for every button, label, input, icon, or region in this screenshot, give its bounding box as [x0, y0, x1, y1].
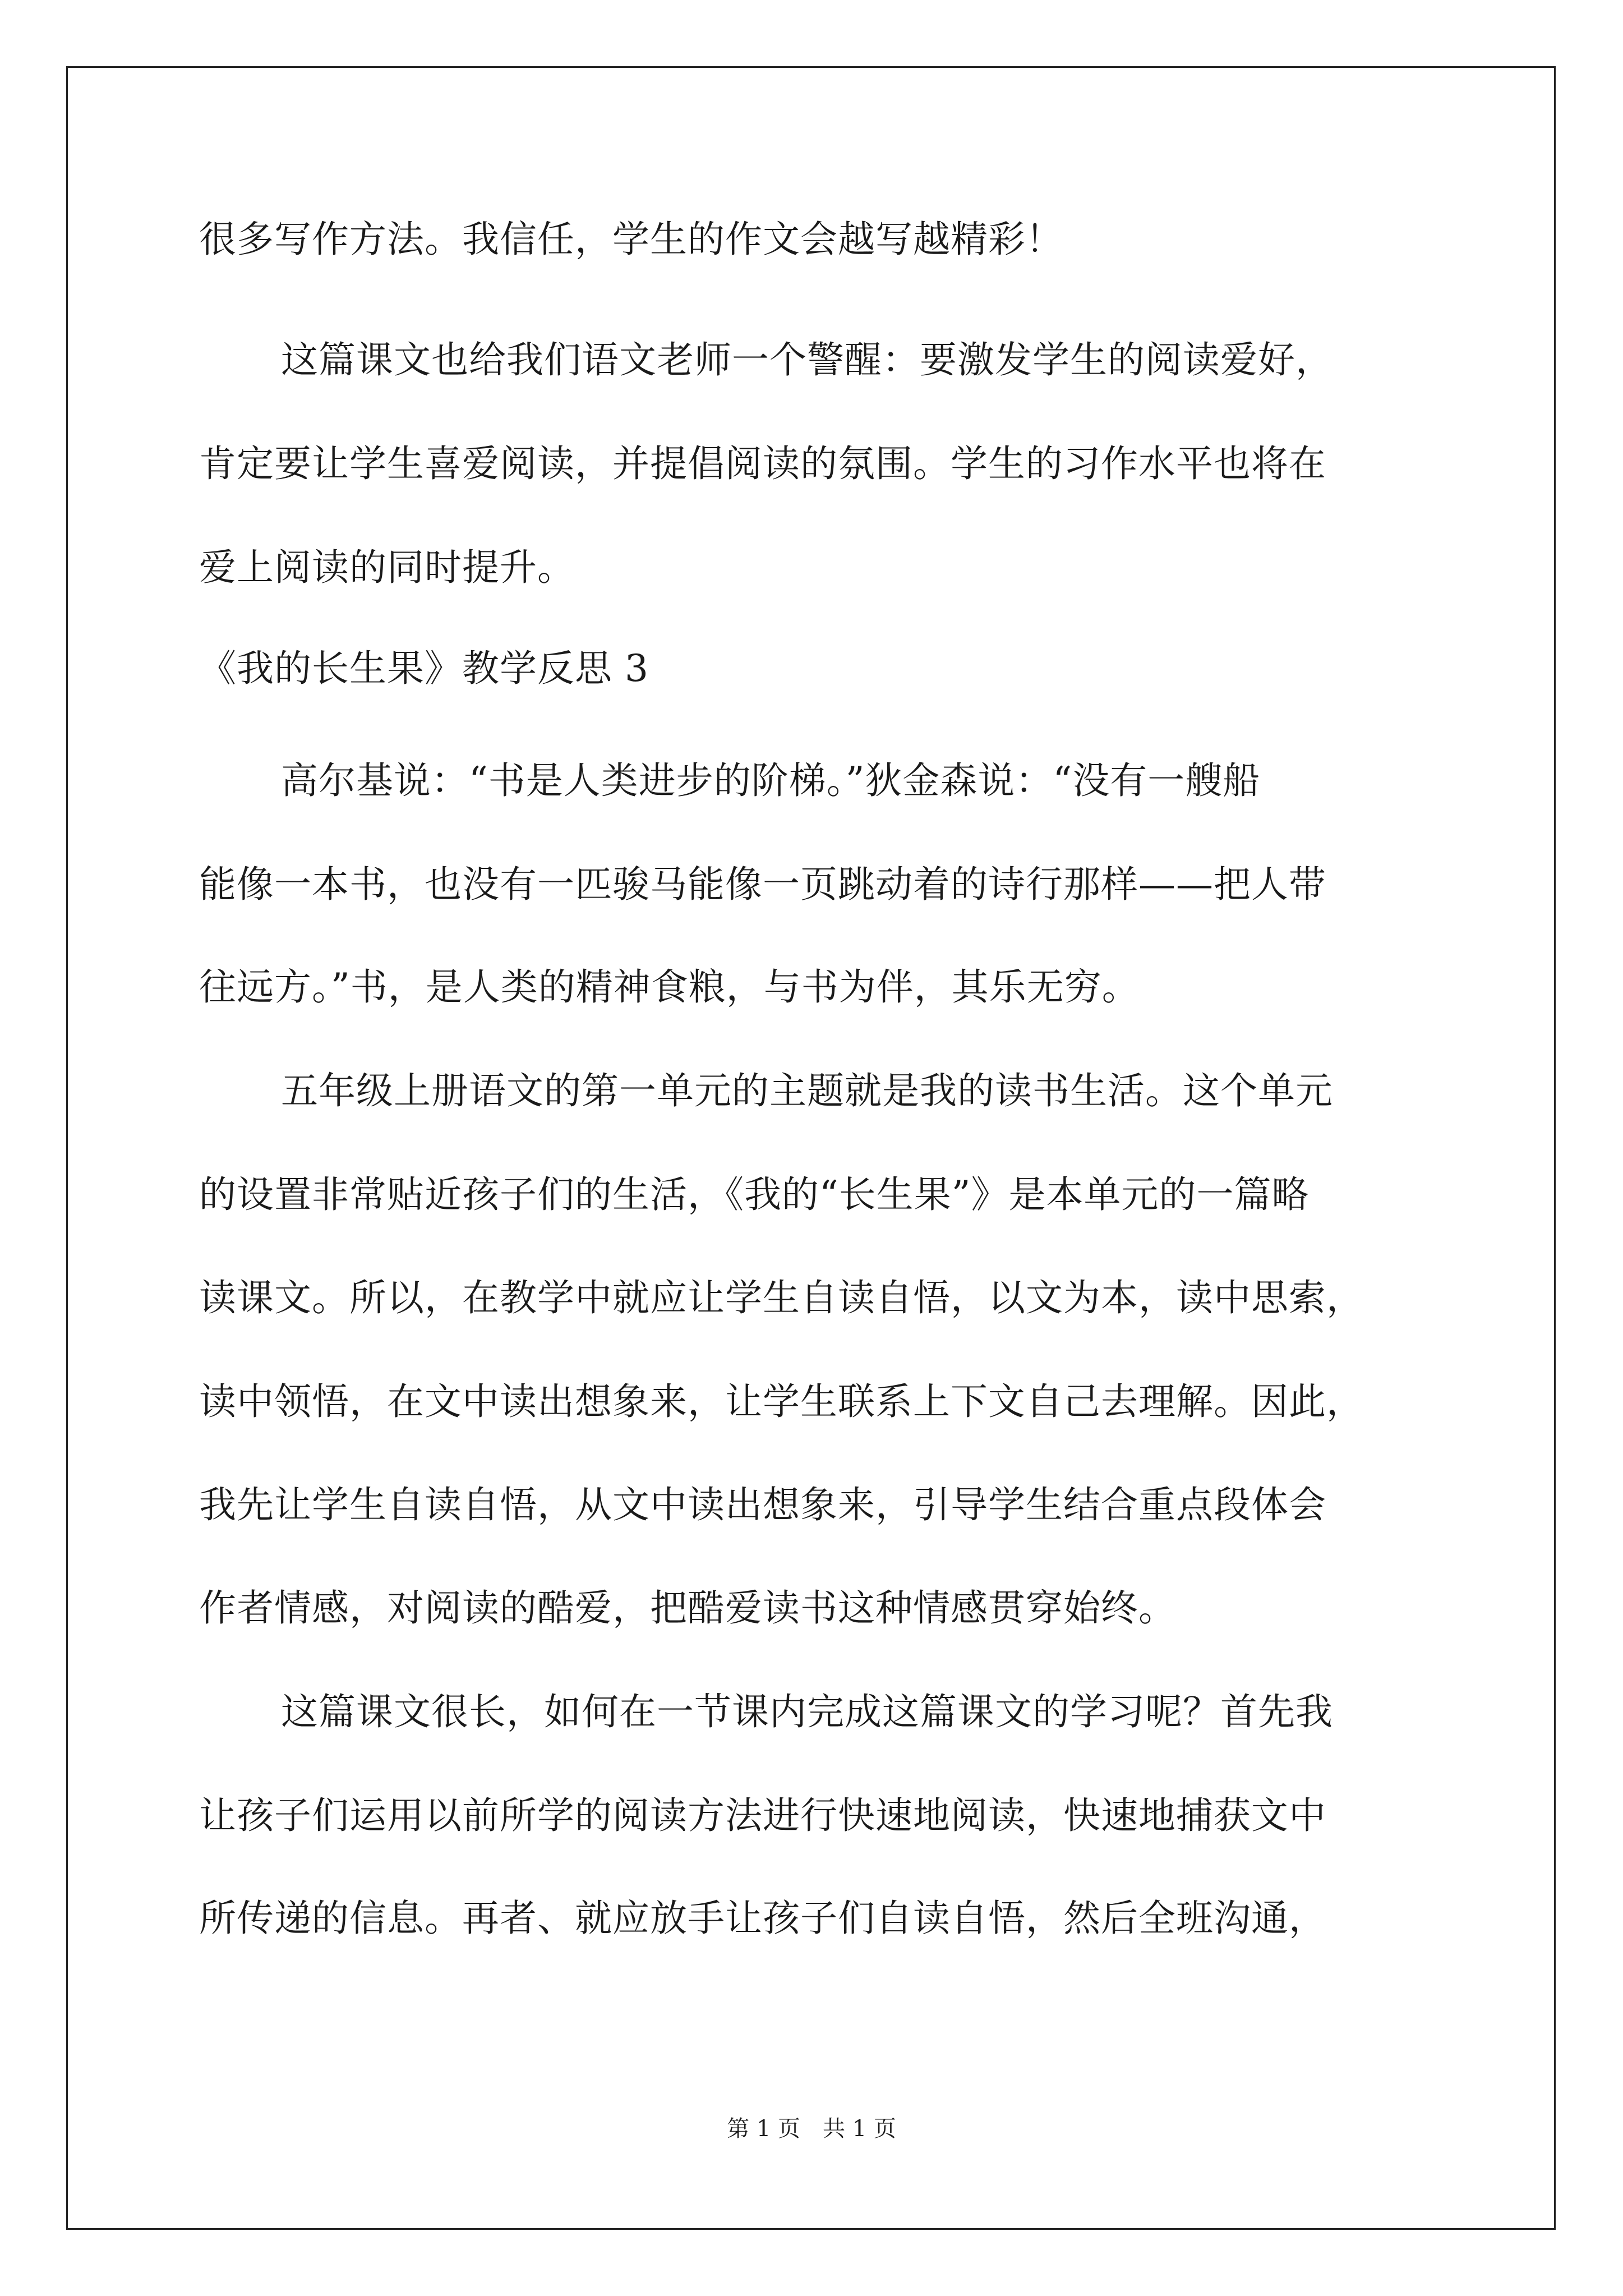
text-line: 所传递的信息。再者、就应放手让孩子们自读自悟，然后全班沟通，: [199, 1897, 1326, 1940]
page-number: 第 1 页 共 1 页: [727, 2116, 896, 2142]
text-line: 肯定要让学生喜爱阅读，并提倡阅读的氛围。学生的习作水平也将在: [199, 442, 1326, 485]
text-line: 爱上阅读的同时提升。: [199, 546, 575, 589]
text-line: 能像一本书，也没有一匹骏马能像一页跳动着的诗行那样——把人带: [199, 863, 1326, 906]
text-line: 高尔基说：“书是人类进步的阶梯。”狄金森说：“没有一艘船: [281, 759, 1261, 802]
text-line: 的设置非常贴近孩子们的生活，《我的“长生果”》是本单元的一篇略: [199, 1173, 1310, 1216]
text-line: 让孩子们运用以前所学的阅读方法进行快速地阅读，快速地捕获文中: [199, 1794, 1326, 1837]
text-line: 往远方。”书，是人类的精神食粮，与书为伴，其乐无穷。: [199, 965, 1140, 1009]
text-line: 这篇课文很长，如何在一节课内完成这篇课文的学习呢？首先我: [281, 1690, 1333, 1733]
text-line: 读课文。所以，在教学中就应让学生自读自悟，以文为本，读中思索，: [199, 1276, 1364, 1319]
section-heading: 《我的长生果》教学反思 3: [199, 647, 649, 690]
text-line: 我先让学生自读自悟，从文中读出想象来，引导学生结合重点段体会: [199, 1483, 1326, 1526]
text-line: 很多写作方法。我信任，学生的作文会越写越精彩！: [199, 218, 1063, 261]
text-line: 这篇课文也给我们语文老师一个警醒：要激发学生的阅读爱好，: [281, 338, 1333, 381]
text-line: 五年级上册语文的第一单元的主题就是我的读书生活。这个单元: [281, 1069, 1333, 1112]
text-line: 作者情感，对阅读的酷爱，把酷爱读书这种情感贯穿始终。: [199, 1586, 1176, 1630]
text-line: 读中领悟，在文中读出想象来，让学生联系上下文自己去理解。因此，: [199, 1380, 1364, 1423]
